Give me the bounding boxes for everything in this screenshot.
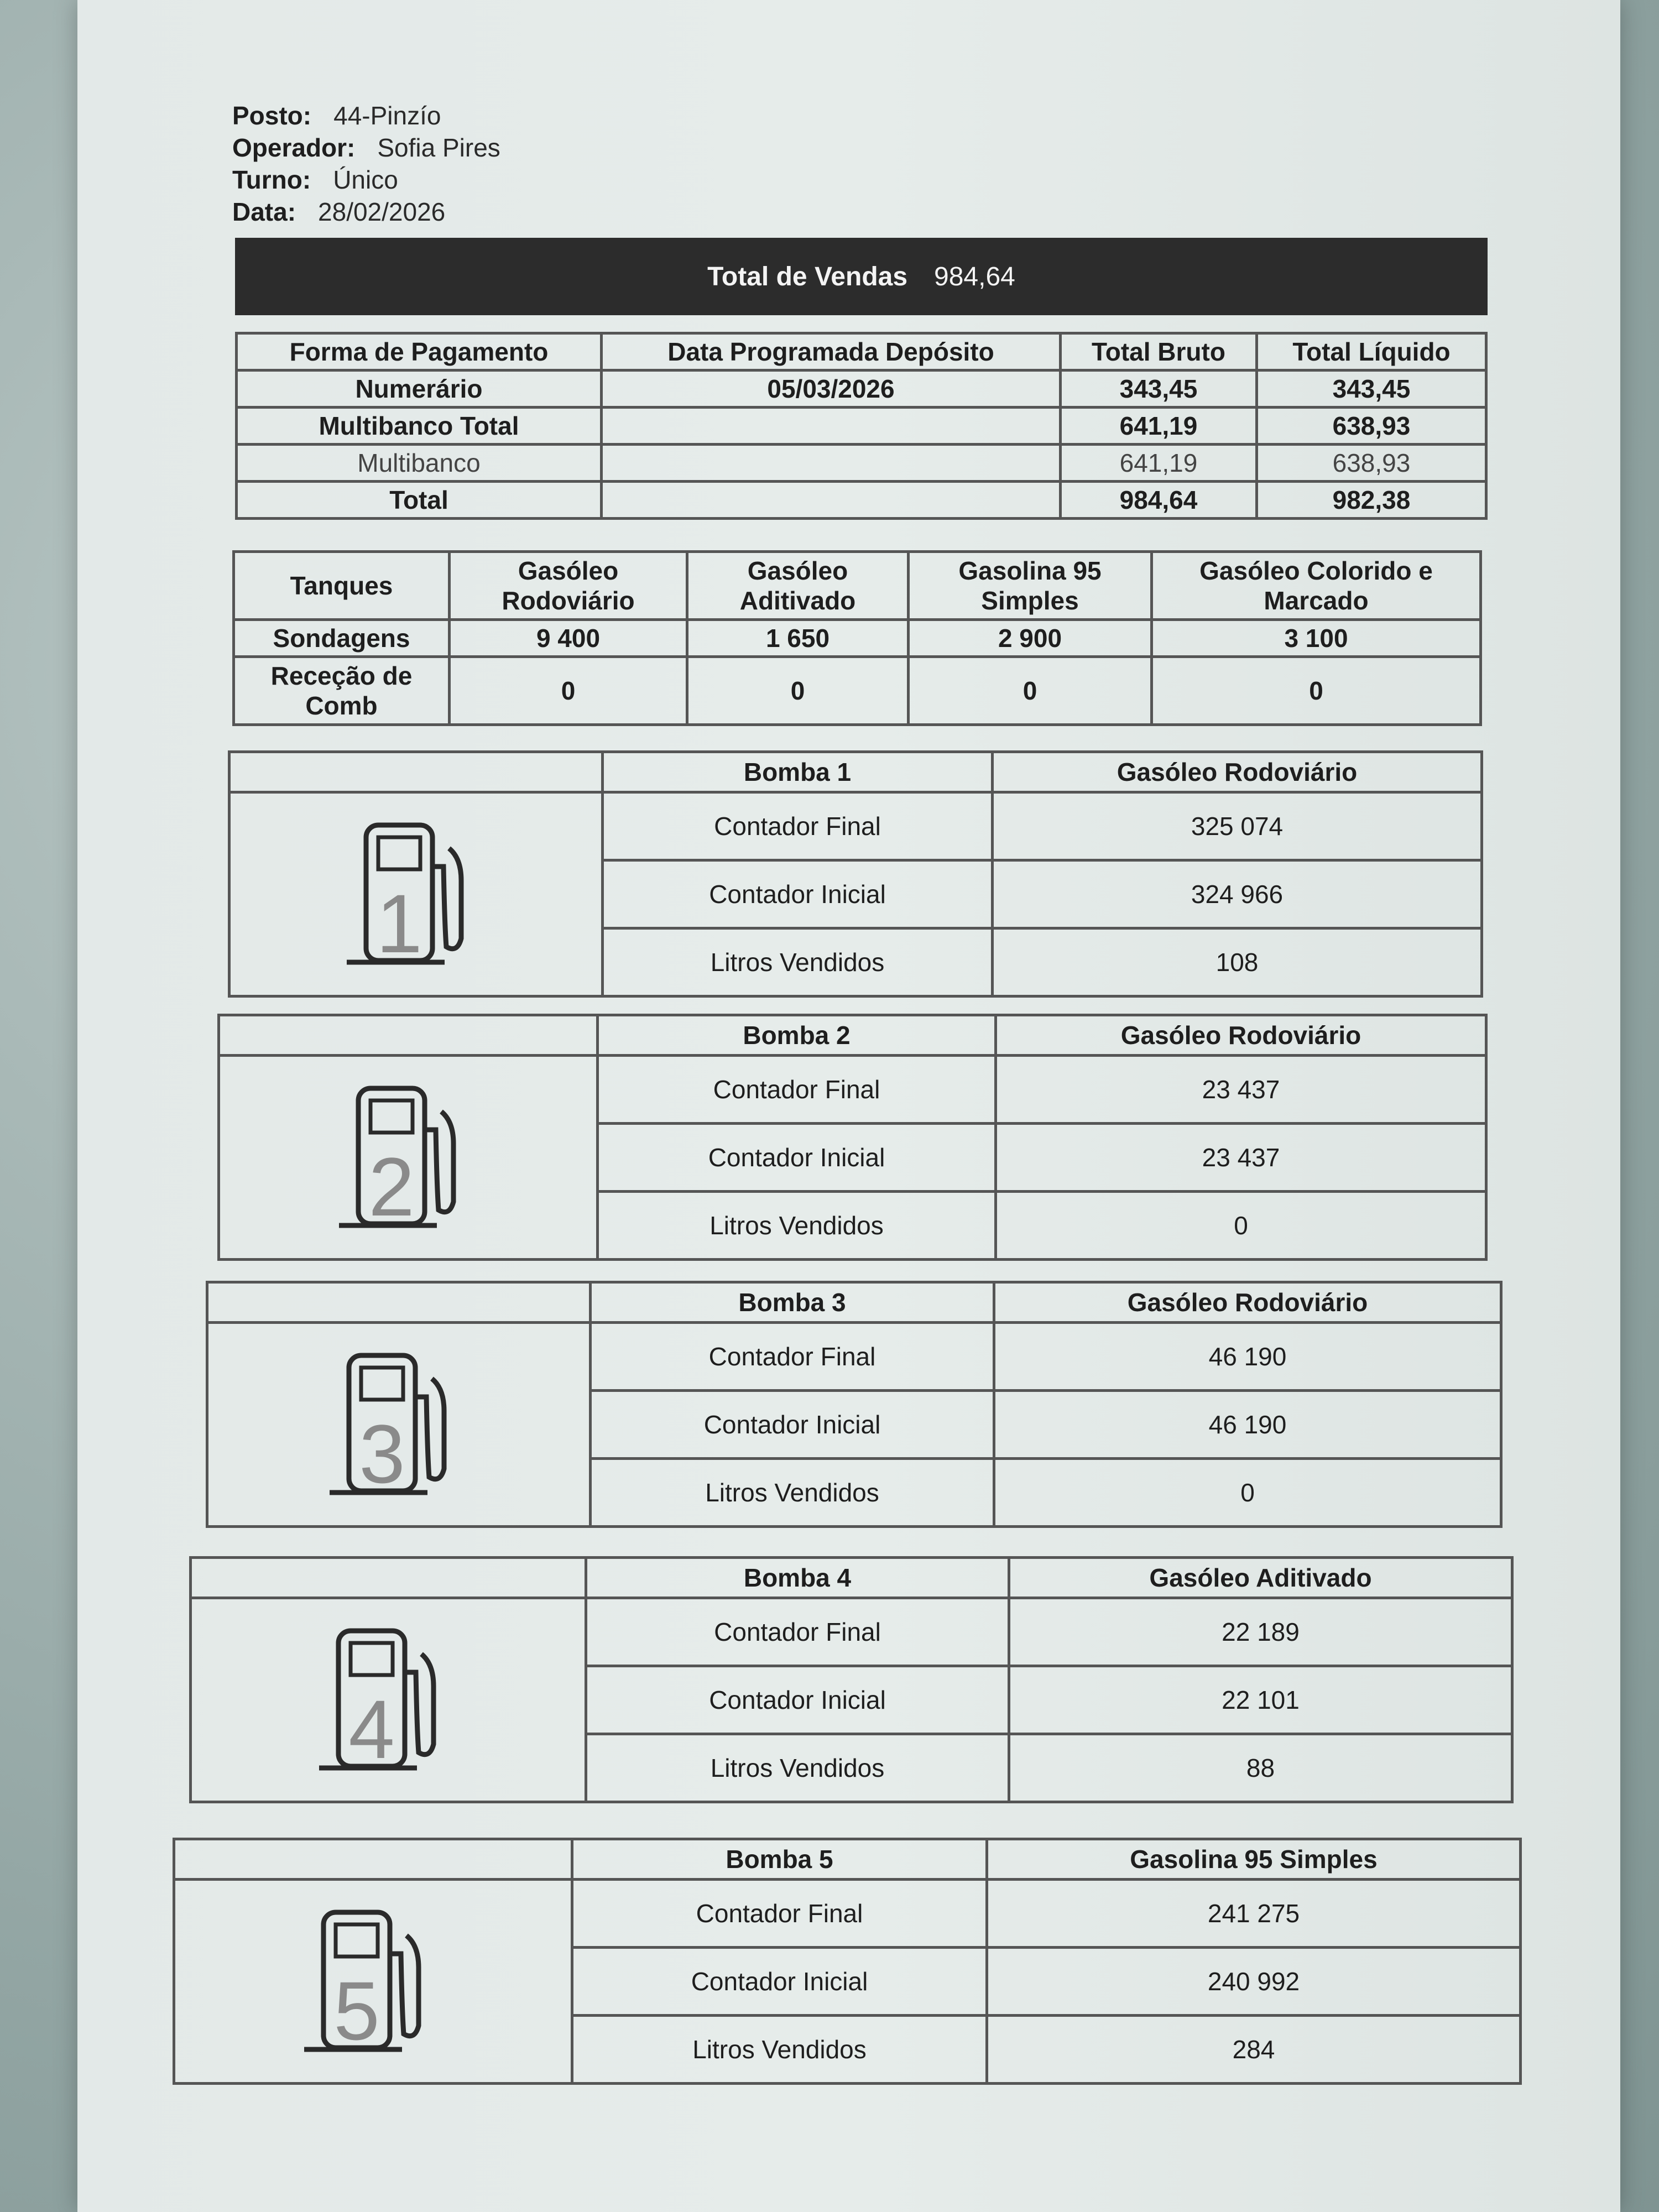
tanks-value: 2 900: [909, 620, 1152, 657]
pump-table: [189, 1556, 1514, 1803]
pump-fuel: Gasóleo Rodoviário: [994, 1282, 1501, 1323]
row-label-litros: Litros Vendidos: [586, 1734, 1009, 1802]
payments-col-header: Total Líquido: [1257, 333, 1486, 371]
pump-row-final: [229, 792, 1482, 860]
tanks-row: [234, 620, 1481, 657]
payment-gross: 641,19: [1061, 408, 1257, 445]
pump-name: Bomba 1: [603, 752, 993, 792]
row-label-final: Contador Final: [586, 1598, 1009, 1666]
fuel-pump-icon: [336, 1077, 480, 1238]
payments-row: [237, 408, 1486, 445]
row-label-litros: Litros Vendidos: [603, 928, 993, 997]
row-label-final: Contador Final: [603, 792, 993, 860]
payments-col-header: Forma de Pagamento: [237, 333, 602, 371]
pump-icon-cell: [191, 1598, 586, 1802]
pump-header-blank: [229, 752, 603, 792]
tanks-col-header: Gasolina 95 Simples: [909, 552, 1152, 620]
tanks-row: [234, 657, 1481, 725]
tanks-value: 0: [687, 657, 909, 725]
payment-net: 638,93: [1257, 445, 1486, 482]
fuel-pump-icon: [316, 1620, 460, 1780]
pump-row-final: [207, 1323, 1501, 1391]
total-sales-label: Total de Vendas: [707, 262, 908, 291]
pump-icon-cell: [174, 1880, 572, 2084]
tanks-col-header: Gasóleo Colorido e Marcado: [1152, 552, 1481, 620]
payment-net: 343,45: [1257, 371, 1486, 408]
pump-table: [173, 1838, 1522, 2085]
pump-final: 241 275: [987, 1880, 1521, 1948]
pump-icon-cell: [229, 792, 603, 997]
operador-label: Operador:: [232, 133, 356, 162]
payment-form: Multibanco Total: [237, 408, 602, 445]
tanks-value: 0: [1152, 657, 1481, 725]
operador-value: Sofia Pires: [377, 133, 500, 162]
turno-value: Único: [333, 165, 398, 194]
payment-form: Total: [237, 482, 602, 519]
pump-inicial: 324 966: [993, 860, 1482, 928]
row-label-final: Contador Final: [598, 1056, 996, 1124]
payment-gross: 984,64: [1061, 482, 1257, 519]
fuel-pump-icon: [344, 814, 488, 974]
pump-icon-cell: [207, 1323, 591, 1527]
tanks-row-label: Receção de Comb: [234, 657, 450, 725]
tanks-col-header: Tanques: [234, 552, 450, 620]
payments-col-header: Total Bruto: [1061, 333, 1257, 371]
row-label-inicial: Contador Inicial: [586, 1666, 1009, 1734]
pump-name: Bomba 3: [591, 1282, 994, 1323]
payment-deposit-date: [602, 408, 1061, 445]
pump-inicial: 22 101: [1009, 1666, 1512, 1734]
pump-name: Bomba 4: [586, 1558, 1009, 1598]
pump-fuel: Gasóleo Rodoviário: [993, 752, 1482, 792]
tanks-row-label: Sondagens: [234, 620, 450, 657]
payments-col-header: Data Programada Depósito: [602, 333, 1061, 371]
tanks-value: 1 650: [687, 620, 909, 657]
pump-header-row: [219, 1015, 1486, 1056]
total-sales-value: 984,64: [934, 262, 1015, 291]
row-label-inicial: Contador Inicial: [591, 1391, 994, 1459]
pump-litros: 0: [996, 1192, 1486, 1260]
pump-litros: 88: [1009, 1734, 1512, 1802]
data-value: 28/02/2026: [318, 197, 446, 226]
pump-table: [217, 1014, 1488, 1261]
pump-number: 3: [359, 1407, 405, 1500]
pump-header-row: [229, 752, 1482, 792]
pump-name: Bomba 2: [598, 1015, 996, 1056]
pump-inicial: 46 190: [994, 1391, 1501, 1459]
pump-litros: 284: [987, 2016, 1521, 2084]
payments-row: [237, 445, 1486, 482]
pump-final: 325 074: [993, 792, 1482, 860]
payment-net: 982,38: [1257, 482, 1486, 519]
payment-form: Numerário: [237, 371, 602, 408]
payment-gross: 641,19: [1061, 445, 1257, 482]
payment-deposit-date: 05/03/2026: [602, 371, 1061, 408]
pump-header-blank: [207, 1282, 591, 1323]
pump-row-final: [191, 1598, 1512, 1666]
payment-deposit-date: [602, 482, 1061, 519]
pump-number: 4: [348, 1683, 395, 1776]
posto-label: Posto:: [232, 101, 312, 130]
tanks-value: 3 100: [1152, 620, 1481, 657]
pump-header-blank: [191, 1558, 586, 1598]
pump-litros: 108: [993, 928, 1482, 997]
payments-row: [237, 371, 1486, 408]
pump-final: 23 437: [996, 1056, 1486, 1124]
report-header: [232, 100, 500, 228]
tanks-table: [232, 550, 1482, 726]
pump-row-final: [219, 1056, 1486, 1124]
row-label-litros: Litros Vendidos: [598, 1192, 996, 1260]
total-sales-banner: [235, 238, 1488, 315]
pump-header-row: [191, 1558, 1512, 1598]
pump-fuel: Gasóleo Aditivado: [1009, 1558, 1512, 1598]
data-label: Data:: [232, 197, 296, 226]
pump-litros: 0: [994, 1459, 1501, 1527]
tanks-value: 0: [450, 657, 687, 725]
pump-fuel: Gasolina 95 Simples: [987, 1839, 1521, 1880]
pump-number: 1: [376, 877, 422, 970]
posto-value: 44-Pinzío: [333, 101, 441, 130]
row-label-inicial: Contador Inicial: [598, 1124, 996, 1192]
row-label-inicial: Contador Inicial: [572, 1948, 987, 2016]
payments-header-row: [237, 333, 1486, 371]
row-label-final: Contador Final: [591, 1323, 994, 1391]
pump-table: [206, 1281, 1503, 1528]
pump-inicial: 240 992: [987, 1948, 1521, 2016]
payments-table: [235, 332, 1488, 520]
pump-row-final: [174, 1880, 1521, 1948]
pump-final: 46 190: [994, 1323, 1501, 1391]
payment-gross: 343,45: [1061, 371, 1257, 408]
pump-icon-cell: [219, 1056, 598, 1260]
pump-number: 2: [368, 1140, 415, 1233]
payments-row: [237, 482, 1486, 519]
tanks-header-row: [234, 552, 1481, 620]
pump-name: Bomba 5: [572, 1839, 987, 1880]
pump-header-row: [207, 1282, 1501, 1323]
pump-number: 5: [333, 1964, 380, 2057]
payment-deposit-date: [602, 445, 1061, 482]
row-label-litros: Litros Vendidos: [572, 2016, 987, 2084]
row-label-inicial: Contador Inicial: [603, 860, 993, 928]
payment-form: Multibanco: [237, 445, 602, 482]
fuel-pump-icon: [301, 1901, 445, 2062]
tanks-value: 0: [909, 657, 1152, 725]
pump-header-row: [174, 1839, 1521, 1880]
tanks-col-header: Gasóleo Rodoviário: [450, 552, 687, 620]
pump-inicial: 23 437: [996, 1124, 1486, 1192]
row-label-litros: Litros Vendidos: [591, 1459, 994, 1527]
payment-net: 638,93: [1257, 408, 1486, 445]
pump-table: [228, 750, 1483, 998]
pump-header-blank: [174, 1839, 572, 1880]
turno-label: Turno:: [232, 165, 311, 194]
pump-fuel: Gasóleo Rodoviário: [996, 1015, 1486, 1056]
row-label-final: Contador Final: [572, 1880, 987, 1948]
fuel-pump-icon: [327, 1344, 471, 1505]
pump-header-blank: [219, 1015, 598, 1056]
tanks-col-header: Gasóleo Aditivado: [687, 552, 909, 620]
pump-final: 22 189: [1009, 1598, 1512, 1666]
tanks-value: 9 400: [450, 620, 687, 657]
